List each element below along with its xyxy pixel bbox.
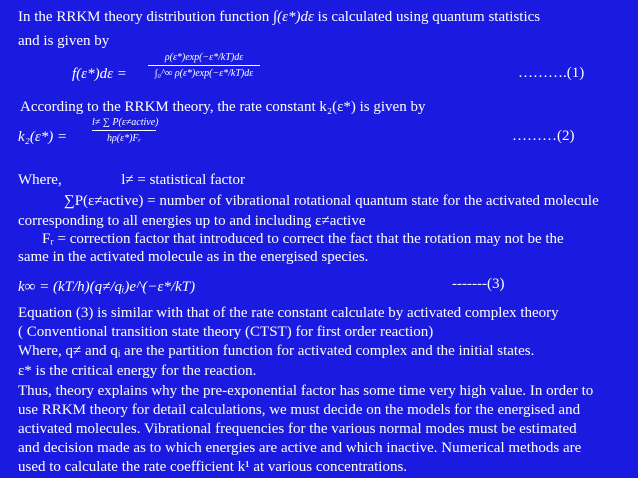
statistical-factor-def: l≠ = statistical factor (121, 172, 245, 188)
eq2-denominator: hρ(ε*)Fᵣ (107, 133, 141, 144)
para-thus-5: used to calculate the rate coefficient k¹ at various concentrations. (18, 459, 408, 475)
where-statistical-factor (18, 171, 245, 189)
eq2-lhs: k₂(ε*) = (18, 129, 68, 145)
para-thus-1: Thus, theory explains why the pre-exponential factor has some time very high value. In order to (18, 383, 594, 399)
para-thus-4: and decision made as to which energies are active and which inactive. Numerical methods are (18, 440, 582, 456)
eq2-tag: ………(2) (512, 128, 575, 144)
eq2-numerator: l≠ ∑ P(ε≠active) (92, 117, 159, 128)
eq1-fraction-bar (148, 65, 260, 66)
para-eq3-similar: Equation (3) is similar with that of the rate constant calculate by activated complex theory (18, 305, 559, 321)
intro-text-c: and is given by (18, 33, 110, 49)
para-critical-energy: ε* is the critical energy for the reaction. (18, 363, 257, 379)
para-thus-2: use RRKM theory for detail calculations, we must decide on the models for the energised and (18, 402, 581, 418)
fr-definition: Fᵣ = correction factor that introduced to correct the fact that the rotation may not be the (42, 231, 564, 247)
para-partition-function: Where, q≠ and qᵢ are the partition function for activated complex and the initial states. (18, 343, 535, 359)
eq1-numerator: ρ(ε*)exp(−ε*/kT)dε (164, 52, 244, 63)
para-intro (18, 8, 540, 26)
fr-definition-cont: same in the activated molecule as in the energised species. (18, 249, 369, 265)
eq1-lhs: f(ε*)dε = (72, 66, 127, 82)
eq3-tag: -------(3) (452, 276, 505, 292)
sum-definition: ∑P(ε≠active) = number of vibrational rotational quantum state for the activated molecule (64, 193, 599, 209)
eq1-fraction (148, 52, 260, 79)
eq3-expression: k∞ = (kT/h)(q≠/qᵢ)e^(−ε*/kT) (18, 279, 196, 295)
integral-expression: ∫(ε*)dε (272, 9, 314, 25)
eq2-fraction-bar (92, 130, 156, 131)
eq1-tag: ……….(1) (518, 65, 585, 81)
where-label: Where, (18, 172, 62, 188)
intro-text-b: is calculated using quantum statistics (317, 9, 541, 25)
para-thus-3: activated molecules. Vibrational frequencies for the various normal modes must be estimated (18, 421, 577, 437)
intro-text-a: In the RRKM theory distribution function (18, 9, 270, 25)
para-ctst: ( Conventional transition state theory (CTST) for first order reaction) (18, 324, 434, 340)
sum-definition-cont: corresponding to all energies up to and including ε≠active (18, 213, 366, 229)
para-rate-constant: According to the RRKM theory, the rate constant k₂(ε*) is given by (20, 99, 426, 115)
eq1-denominator: ∫₀^∞ ρ(ε*)exp(−ε*/kT)dε (154, 68, 254, 79)
eq2-fraction (92, 117, 159, 144)
